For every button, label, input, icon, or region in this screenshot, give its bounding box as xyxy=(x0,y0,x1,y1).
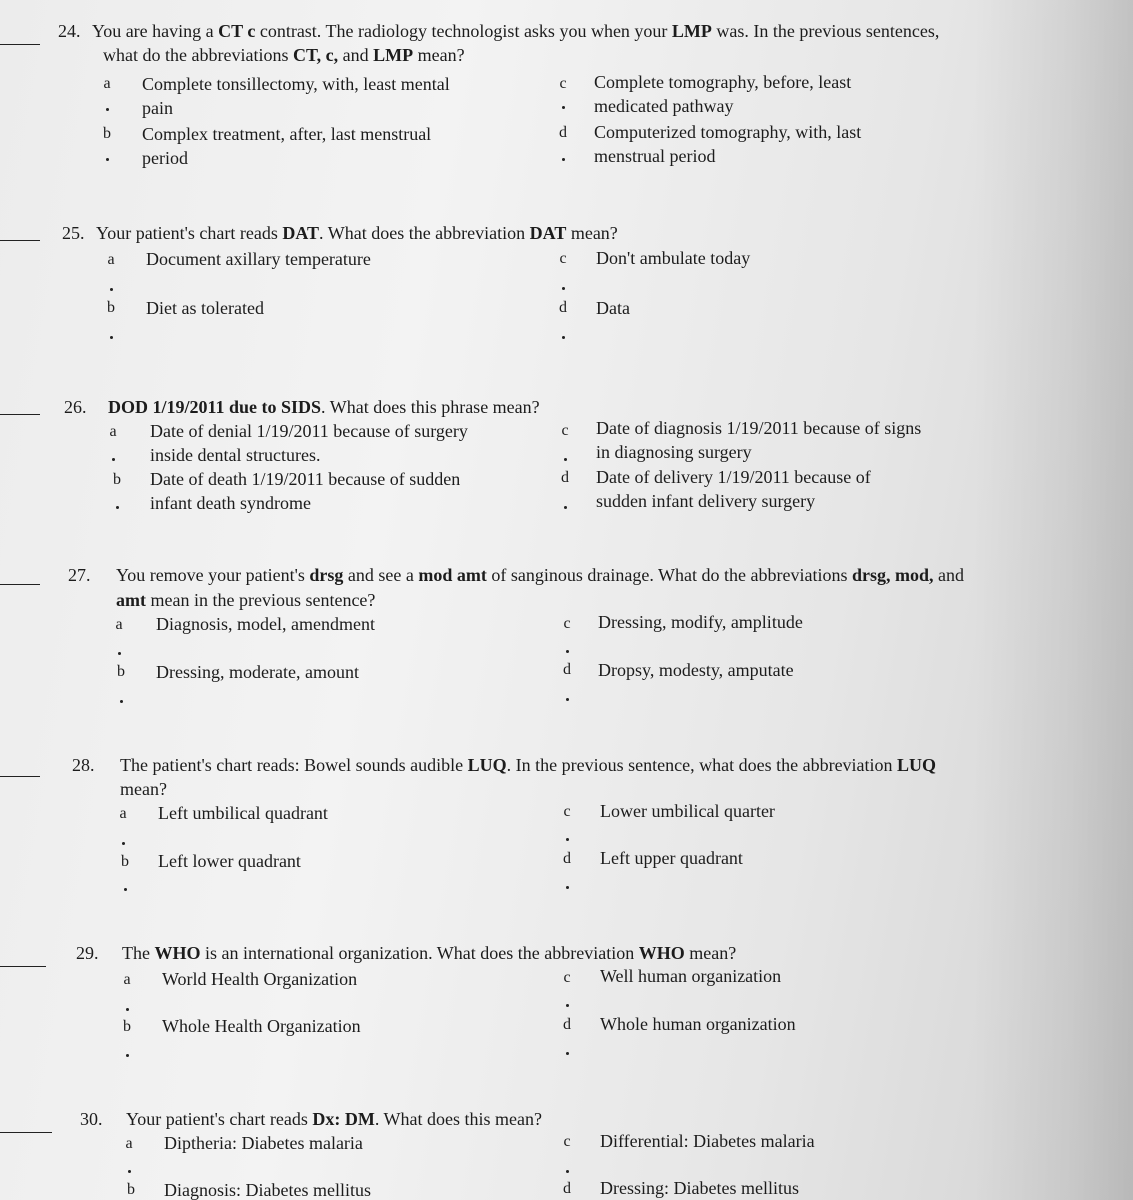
question-30-text: 30. Your patient's chart reads Dx: DM. What does this mean? xyxy=(80,1109,542,1129)
option-25-a[interactable]: Document axillary temperature xyxy=(146,249,371,269)
option-dot xyxy=(566,650,569,653)
option-dot xyxy=(120,700,123,703)
option-dot xyxy=(126,1008,129,1011)
question-27-text: 27. You remove your patient's drsg and see a mod amt of sanginous drainage. What do the abbreviations drsg, mod, and xyxy=(68,565,964,585)
option-dot xyxy=(562,106,565,109)
option-26-c[interactable]: Date of diagnosis 1/19/2011 because of signs in diagnosing surgery xyxy=(596,418,922,462)
option-30-d[interactable]: Dressing: Diabetes mellitus xyxy=(600,1178,799,1198)
option-28-c[interactable]: Lower umbilical quarter xyxy=(600,801,775,821)
option-dot xyxy=(566,1170,569,1173)
option-letter-d: d xyxy=(563,1180,571,1197)
option-28-d[interactable]: Left upper quadrant xyxy=(600,848,743,868)
option-letter-b: b xyxy=(117,663,125,680)
option-30-a[interactable]: Diptheria: Diabetes malaria xyxy=(164,1133,363,1153)
option-letter-c: c xyxy=(563,615,571,632)
option-letter-a: a xyxy=(125,1135,133,1152)
option-letter-a: a xyxy=(119,805,127,822)
question-27-text-line2: amt mean in the previous sentence? xyxy=(116,590,376,610)
option-letter-d: d xyxy=(563,661,571,678)
answer-blank-24[interactable] xyxy=(0,44,40,45)
option-27-c[interactable]: Dressing, modify, amplitude xyxy=(598,612,803,632)
option-dot xyxy=(124,888,127,891)
option-letter-c: c xyxy=(563,1133,571,1150)
question-29-text: 29. The WHO is an international organization. What does the abbreviation WHO mean? xyxy=(76,943,737,963)
option-letter-a: a xyxy=(107,251,115,268)
option-dot xyxy=(128,1170,131,1173)
option-dot xyxy=(562,336,565,339)
option-dot xyxy=(112,458,115,461)
option-letter-b: b xyxy=(121,853,129,870)
option-28-b[interactable]: Left lower quadrant xyxy=(158,851,301,871)
option-letter-c: c xyxy=(561,422,569,439)
option-letter-c: c xyxy=(563,969,571,986)
answer-blank-27[interactable] xyxy=(0,584,40,585)
answer-blank-30[interactable] xyxy=(0,1132,52,1133)
option-27-a[interactable]: Diagnosis, model, amendment xyxy=(156,614,375,634)
answer-blank-29[interactable] xyxy=(0,966,46,967)
option-letter-d: d xyxy=(559,124,567,141)
option-dot xyxy=(118,652,121,655)
option-25-d[interactable]: Data xyxy=(596,298,630,318)
option-26-b[interactable]: Date of death 1/19/2011 because of sudden infant death syndrome xyxy=(150,469,461,513)
option-24-d[interactable]: Computerized tomography, with, last menstrual period xyxy=(594,122,862,166)
question-26-text: 26. DOD 1/19/2011 due to SIDS. What does this phrase mean? xyxy=(64,397,540,417)
option-dot xyxy=(566,886,569,889)
option-letter-a: a xyxy=(103,75,111,92)
option-dot xyxy=(566,1052,569,1055)
option-dot xyxy=(566,1004,569,1007)
option-29-c[interactable]: Well human organization xyxy=(600,966,782,986)
option-letter-b: b xyxy=(123,1018,131,1035)
answer-blank-26[interactable] xyxy=(0,414,40,415)
option-dot xyxy=(106,158,109,161)
option-letter-d: d xyxy=(559,299,567,316)
option-dot xyxy=(562,287,565,290)
option-dot xyxy=(122,842,125,845)
answer-blank-25[interactable] xyxy=(0,240,40,241)
option-24-b[interactable]: Complex treatment, after, last menstrual period xyxy=(142,124,432,168)
option-letter-a: a xyxy=(123,971,131,988)
option-27-d[interactable]: Dropsy, modesty, amputate xyxy=(598,660,794,680)
option-30-c[interactable]: Differential: Diabetes malaria xyxy=(600,1131,815,1151)
option-24-a[interactable]: Complete tonsillectomy, with, least mental pain xyxy=(142,74,450,118)
option-letter-b: b xyxy=(127,1181,135,1198)
option-dot xyxy=(116,506,119,509)
option-letter-b: b xyxy=(103,125,111,142)
page-shadow xyxy=(973,0,1133,1200)
option-29-a[interactable]: World Health Organization xyxy=(162,969,358,989)
option-letter-b: b xyxy=(107,299,115,316)
option-dot xyxy=(126,1054,129,1057)
option-dot xyxy=(106,108,109,111)
option-30-b[interactable]: Diagnosis: Diabetes mellitus xyxy=(164,1180,371,1200)
option-25-c[interactable]: Don't ambulate today xyxy=(596,248,751,268)
option-29-d[interactable]: Whole human organization xyxy=(600,1014,796,1034)
option-letter-a: a xyxy=(109,423,117,440)
option-26-d[interactable]: Date of delivery 1/19/2011 because of sudden infant delivery surgery xyxy=(596,467,871,511)
answer-blank-28[interactable] xyxy=(0,776,40,777)
question-25-text: 25. Your patient's chart reads DAT. What does the abbreviation DAT mean? xyxy=(62,223,618,243)
question-24-text: 24. You are having a CT c contrast. The radiology technologist asks you when your LMP was. In the previous sentences, xyxy=(58,21,940,41)
option-26-a[interactable]: Date of denial 1/19/2011 because of surgery inside dental structures. xyxy=(150,421,468,465)
option-letter-c: c xyxy=(559,250,567,267)
option-29-b[interactable]: Whole Health Organization xyxy=(162,1016,361,1036)
option-letter-d: d xyxy=(563,1016,571,1033)
option-24-c[interactable]: Complete tomography, before, least medicated pathway xyxy=(594,72,852,116)
option-letter-b: b xyxy=(113,471,121,488)
option-dot xyxy=(562,158,565,161)
question-28-text: 28. The patient's chart reads: Bowel sounds audible LUQ. In the previous sentence, what does the abbreviation LUQ xyxy=(72,755,937,775)
option-dot xyxy=(110,336,113,339)
option-letter-c: c xyxy=(563,803,571,820)
option-25-b[interactable]: Diet as tolerated xyxy=(146,298,264,318)
option-dot xyxy=(564,458,567,461)
question-24-text-line2: what do the abbreviations CT, c, and LMP mean? xyxy=(103,45,465,65)
option-dot xyxy=(564,506,567,509)
option-letter-d: d xyxy=(561,469,569,486)
option-letter-c: c xyxy=(559,75,567,92)
option-letter-d: d xyxy=(563,850,571,867)
question-28-text-line2: mean? xyxy=(120,779,167,799)
option-letter-a: a xyxy=(115,616,123,633)
option-28-a[interactable]: Left umbilical quadrant xyxy=(158,803,328,823)
option-dot xyxy=(566,838,569,841)
option-dot xyxy=(566,698,569,701)
option-27-b[interactable]: Dressing, moderate, amount xyxy=(156,662,359,682)
option-dot xyxy=(110,288,113,291)
